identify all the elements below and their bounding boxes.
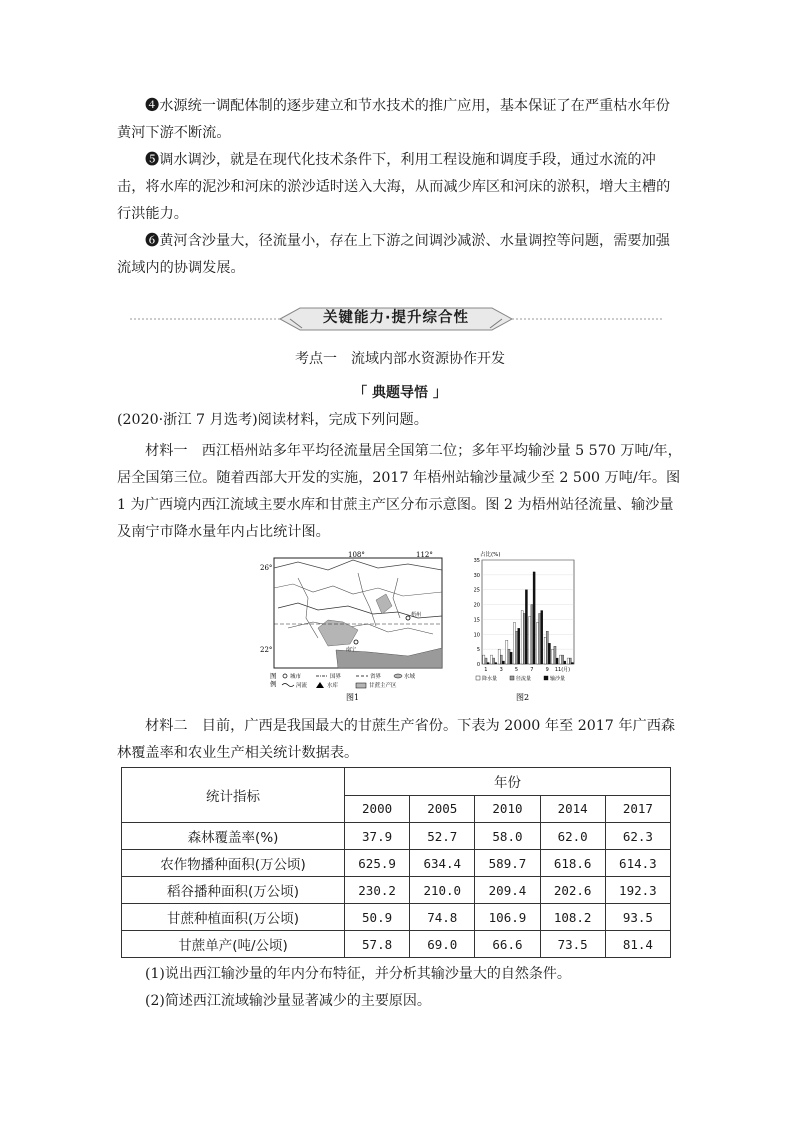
bar-3-month-9 (548, 643, 550, 664)
table-row (122, 877, 671, 904)
header-year: 2017 (605, 795, 670, 823)
y-tick-label: 10 (473, 632, 480, 639)
bar-1-month-1 (483, 655, 485, 664)
map-svg (258, 548, 448, 703)
bar-3-month-12 (571, 663, 573, 664)
x-tick-label: 9 (545, 667, 549, 673)
row-label: 农作物播种面积(万公顷) (122, 850, 345, 877)
bar-3-month-7 (533, 572, 535, 664)
x-tick-label: 5 (514, 667, 519, 673)
material-one: 材料一 西江梧州站多年平均径流量居全国第二位；多年平均输沙量 5 570 万吨/年，居全国第三位。随着西部大开发的实施，2017 年梧州站输沙量减少至 2 500 万吨/年。图 1 为广西境内西江流域主要水库和甘蔗主产区分布示意图。图 2 为梧州站径流量、输沙量及南宁市降水量年内占比统计图。 (117, 443, 682, 540)
row-label: 甘蔗种植面积(万公顷) (122, 904, 345, 931)
plot-area (482, 560, 574, 664)
statistics-table (121, 767, 671, 958)
bar-1-month-10 (552, 649, 554, 664)
legend-swatch (544, 676, 548, 680)
figure-2-chart (468, 548, 580, 703)
header-indicator: 统计指标 (122, 768, 345, 823)
chart-ylabel: 占比(%) (480, 552, 501, 558)
table-cell: 66.6 (475, 931, 540, 958)
table-cell: 202.6 (540, 877, 605, 904)
bar-3-month-6 (525, 590, 527, 664)
bar-2-month-11 (562, 655, 564, 664)
header-year-title: 年份 (345, 768, 671, 796)
table-cell: 210.0 (410, 877, 475, 904)
material-two: 材料二 目前，广西是我国最大的甘蔗生产省份。下表为 2000 年至 2017 年广西森林覆盖率和农业生产相关统计数据表。 (117, 718, 676, 761)
section-title: 考点一 流域内部水资源协作开发 (295, 351, 505, 367)
table-cell: 62.3 (605, 823, 670, 850)
bar-1-month-12 (567, 658, 569, 664)
bar-2-month-12 (569, 658, 571, 664)
bar-1-month-2 (490, 655, 492, 664)
section-banner (130, 302, 662, 334)
legend-city: 城市 (290, 674, 302, 680)
legend-title-2: 例 (270, 680, 277, 688)
header-year: 2014 (540, 795, 605, 823)
figure-2-caption: 图2 (516, 693, 530, 702)
table-row (122, 823, 671, 850)
legend-border: 国界 (330, 674, 342, 680)
bar-2-month-1 (485, 658, 487, 664)
table-cell: 62.0 (540, 823, 605, 850)
legend-sugarcane: 甘蔗主产区 (369, 683, 397, 689)
table-row (122, 931, 671, 958)
x-tick-label: 7 (530, 667, 534, 673)
paragraph-4: ❹水源统一调配体制的逐步建立和节水技术的推广应用，基本保证了在严重枯水年份黄河下游不断流。 (117, 98, 670, 141)
header-year: 2010 (475, 795, 540, 823)
lon-label-112: 112° (416, 551, 433, 559)
table-cell: 58.0 (475, 823, 540, 850)
table-cell: 634.4 (410, 850, 475, 877)
table-cell: 74.8 (410, 904, 475, 931)
bar-3-month-8 (541, 611, 543, 664)
table-row (122, 850, 671, 877)
y-tick-label: 0 (476, 662, 480, 668)
bar-1-month-5 (513, 622, 515, 664)
bar-2-month-3 (500, 655, 502, 664)
table-cell: 589.7 (475, 850, 540, 877)
bar-3-month-5 (518, 628, 520, 664)
bar-1-month-9 (544, 637, 546, 664)
table-cell: 614.3 (605, 850, 670, 877)
bar-2-month-9 (546, 631, 548, 664)
chart-svg (468, 548, 580, 703)
table-cell: 192.3 (605, 877, 670, 904)
legend-river: 河流 (296, 683, 308, 689)
table-cell: 69.0 (410, 931, 475, 958)
table-cell: 57.8 (345, 931, 410, 958)
legend-swatch (510, 676, 514, 680)
legend-label: 输沙量 (550, 676, 566, 682)
subsection-title: 「 典题导悟 」 (353, 385, 447, 401)
y-tick-label: 5 (476, 647, 480, 654)
table-cell: 209.4 (475, 877, 540, 904)
table-cell: 81.4 (605, 931, 670, 958)
bar-3-month-10 (556, 658, 558, 664)
y-tick-label: 35 (473, 558, 480, 564)
bar-3-month-11 (564, 661, 566, 664)
bar-2-month-2 (493, 658, 495, 664)
bar-2-month-8 (539, 613, 541, 664)
bar-1-month-7 (529, 616, 531, 664)
table-cell: 37.9 (345, 823, 410, 850)
bar-1-month-4 (506, 640, 508, 664)
bar-3-month-1 (487, 663, 489, 664)
lat-label-22: 22° (260, 646, 273, 654)
city-marker-2 (406, 616, 410, 620)
figure-1-map (258, 548, 448, 703)
legend-water: 水域 (404, 674, 416, 680)
paragraph-5: ❺调水调沙，就是在现代化技术条件下，利用工程设施和调度手段，通过水流的冲击，将水库的泥沙和河床的淤沙适时送入大海，从而减少库区和河床的淤积，增大主槽的行洪能力。 (117, 152, 671, 222)
header-year: 2000 (345, 795, 410, 823)
bar-2-month-4 (508, 649, 510, 664)
bar-2-month-5 (516, 631, 518, 664)
table-cell: 106.9 (475, 904, 540, 931)
table-cell: 230.2 (345, 877, 410, 904)
city-marker (354, 640, 358, 644)
question-2: (2)简述西江流域输沙量显著减少的主要原因。 (145, 993, 431, 1009)
x-tick-label: 3 (499, 667, 503, 673)
row-label: 甘蔗单产(吨/公顷) (122, 931, 345, 958)
table-cell: 73.5 (540, 931, 605, 958)
paragraph-6: ❻黄河含沙量大，径流量小，存在上下游之间调沙减淤、水量调控等问题，需要加强流域内的协调发展。 (117, 233, 670, 276)
legend-swatch (476, 676, 480, 680)
table-cell: 108.2 (540, 904, 605, 931)
table-cell: 625.9 (345, 850, 410, 877)
x-tick-label: 11(月) (554, 667, 571, 673)
table-cell: 52.7 (410, 823, 475, 850)
table-cell: 618.6 (540, 850, 605, 877)
bar-1-month-6 (521, 611, 523, 664)
bar-3-month-3 (502, 661, 504, 664)
bar-1-month-8 (536, 622, 538, 664)
question-1: (1)说出西江输沙量的年内分布特征，并分析其输沙量大的自然条件。 (145, 966, 571, 982)
x-tick-label: 1 (484, 667, 488, 673)
header-year: 2005 (410, 795, 475, 823)
bar-2-month-10 (554, 646, 556, 664)
row-label: 森林覆盖率(%) (122, 823, 345, 850)
bar-1-month-11 (559, 655, 561, 664)
y-tick-label: 20 (473, 602, 480, 609)
legend-label: 降水量 (482, 676, 498, 682)
legend-title-1: 图 (270, 672, 277, 680)
y-tick-label: 30 (473, 572, 480, 579)
row-label: 稻谷播种面积(万公顷) (122, 877, 345, 904)
table-cell: 93.5 (605, 904, 670, 931)
banner-title: 关键能力·提升综合性 (322, 310, 469, 326)
source-line: (2020·浙江 7 月选考)阅读材料，完成下列问题。 (117, 412, 428, 428)
table-cell: 50.9 (345, 904, 410, 931)
bar-1-month-3 (498, 649, 500, 664)
city-label: 南宁 (346, 647, 357, 653)
bar-2-month-7 (531, 605, 533, 664)
legend-reservoir: 水库 (327, 683, 339, 689)
table-row (122, 904, 671, 931)
legend-label: 径流量 (516, 676, 532, 682)
bar-3-month-4 (510, 652, 512, 664)
lon-label-108: 108° (348, 551, 365, 559)
y-tick-label: 15 (473, 617, 480, 624)
city-label-2: 梧州 (411, 612, 422, 618)
figure-1-caption: 图1 (346, 693, 360, 702)
lat-label-26: 26° (260, 564, 273, 572)
y-tick-label: 25 (473, 587, 480, 594)
bar-3-month-2 (495, 663, 497, 664)
legend-province: 省界 (370, 674, 382, 680)
bar-2-month-6 (523, 613, 525, 664)
